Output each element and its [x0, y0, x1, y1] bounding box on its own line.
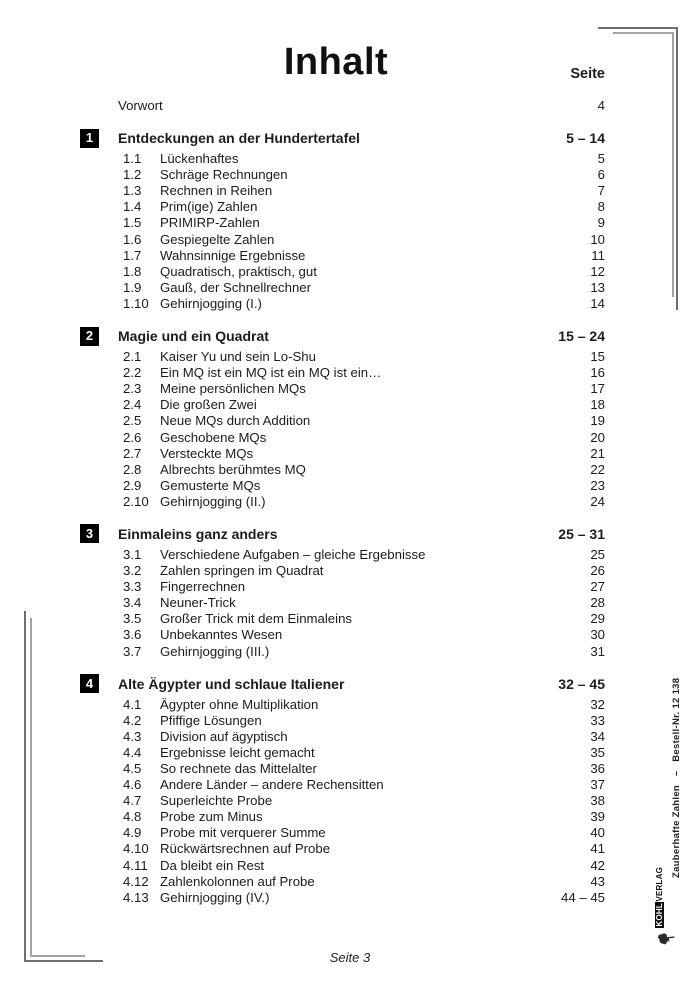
toc-entry [78, 595, 605, 611]
entry-number: 1.2 [123, 167, 142, 183]
entry-number: 2.9 [123, 477, 142, 493]
entry-page-number: 25 [590, 546, 605, 562]
entry-number: 4.10 [123, 841, 149, 857]
entry-number: 2.8 [123, 461, 142, 477]
entry-title: Schräge Rechnungen [160, 167, 288, 183]
entry-title: Ägypter ohne Multiplikation [160, 696, 319, 712]
section-header [78, 127, 605, 149]
toc-entry [78, 446, 605, 462]
section-page-range: 25 – 31 [558, 525, 605, 542]
footer-page-number: Seite 3 [329, 950, 371, 965]
entry-title: Ergebnisse leicht gemacht [160, 744, 315, 760]
entry-title: Geschobene MQs [160, 429, 267, 445]
toc-entry [78, 890, 605, 906]
section-header [78, 523, 605, 545]
entry-title: Prim(ige) Zahlen [160, 199, 258, 215]
entry-page-number: 33 [590, 712, 605, 728]
section-items [78, 547, 605, 660]
toc-entry [78, 611, 605, 627]
toc-entry [78, 397, 605, 413]
entry-title: Neuner-Trick [160, 595, 236, 611]
section-page-range: 15 – 24 [558, 327, 605, 344]
entry-page-number: 21 [590, 445, 605, 461]
entry-title: Kaiser Yu und sein Lo-Shu [160, 349, 316, 365]
entry-page-number: 24 [590, 493, 605, 509]
entry-page-number: 12 [590, 263, 605, 279]
section-page-range: 32 – 45 [558, 675, 605, 692]
entry-number: 4.9 [123, 825, 142, 841]
entry-title: Pfiffige Lösungen [160, 712, 262, 728]
entry-number: 4.12 [123, 873, 149, 889]
entry-page-number: 42 [590, 857, 605, 873]
entry-page-number: 39 [590, 809, 605, 825]
entry-number: 4.5 [123, 761, 142, 776]
toc-entry [78, 199, 605, 215]
entry-page-number: 15 [590, 349, 605, 365]
toc-entry [78, 697, 605, 713]
toc-entry [78, 793, 605, 809]
entry-number: 4.6 [123, 777, 142, 793]
toc-section-2 [78, 325, 605, 510]
order-number-strip: Zauberhafte Zahlen – Bestell-Nr. 12 138 [671, 677, 682, 878]
section-header [78, 673, 605, 695]
entry-page-number: 28 [590, 595, 605, 611]
entry-page-number: 11 [591, 247, 605, 263]
entry-title: Ein MQ ist ein MQ ist ein MQ ist ein… [160, 365, 382, 381]
toc-entry [78, 462, 605, 478]
entry-title: Unbekanntes Wesen [160, 627, 283, 643]
entry-number: 4.3 [123, 728, 142, 744]
entry-title: Division auf ägyptisch [160, 728, 288, 744]
entry-page-number: 44 – 45 [561, 889, 605, 905]
entry-page-number: 14 [590, 295, 605, 311]
entry-title: Gehirnjogging (II.) [160, 493, 266, 509]
toc-entry [78, 296, 605, 312]
entry-title: Rückwärtsrechnen auf Probe [160, 841, 331, 857]
toc-entry [78, 478, 605, 494]
entry-title: So rechnete das Mittelalter [160, 761, 317, 776]
entry-number: 1.8 [123, 263, 142, 279]
entry-number: 1.6 [123, 231, 142, 247]
entry-number: 2.5 [123, 413, 142, 429]
entry-page-number: 36 [590, 761, 605, 776]
entry-title: Lückenhaftes [160, 151, 239, 167]
entry-page-number: 9 [597, 215, 605, 231]
entry-title: Albrechts berühmtes MQ [160, 461, 306, 477]
corner-rule-bottom-left-inner [30, 618, 85, 957]
toc-entry [78, 547, 605, 563]
entry-page-number: 8 [597, 199, 605, 215]
entry-title: Gehirnjogging (I.) [160, 295, 262, 311]
entry-page-number: 27 [590, 579, 605, 595]
entry-title: Rechnen in Reihen [160, 183, 273, 199]
entry-title: PRIMIRP-Zahlen [160, 215, 260, 231]
entry-number: 3.2 [123, 563, 142, 579]
section-items [78, 151, 605, 312]
entry-number: 2.4 [123, 397, 142, 413]
section-title: Entdeckungen an der Hundertertafel [118, 130, 360, 147]
entry-title: Gauß, der Schnellrechner [160, 279, 311, 295]
entry-title: Quadratisch, praktisch, gut [160, 263, 317, 279]
toc-entry [78, 381, 605, 397]
entry-page-number: 18 [590, 397, 605, 413]
entry-number: 3.1 [123, 546, 142, 562]
toc-entry-vorwort [78, 98, 605, 114]
entry-number: 2.3 [123, 381, 142, 397]
toc-entry [78, 761, 605, 777]
entry-title: Großer Trick mit dem Einmaleins [160, 611, 352, 627]
entry-page-number: 13 [590, 279, 605, 295]
entry-page-number: 43 [590, 873, 605, 889]
entry-title: Zahlen springen im Quadrat [160, 563, 324, 579]
toc-entry [78, 494, 605, 510]
entry-page-number: 6 [597, 167, 605, 183]
toc-section-4 [78, 673, 605, 906]
toc-entry [78, 413, 605, 429]
entry-number: 1.10 [123, 295, 149, 311]
toc-entry [78, 841, 605, 857]
toc-entry [78, 215, 605, 231]
entry-title: Gehirnjogging (IV.) [160, 889, 270, 905]
entry-page-number: 29 [590, 611, 605, 627]
entry-number: 2.10 [123, 493, 149, 509]
toc-entry [78, 430, 605, 446]
entry-page-number: 10 [590, 231, 605, 247]
entry-page-number: 17 [590, 381, 605, 397]
entry-page-number: 4 [597, 98, 605, 113]
publisher-name-part-2: VERLAG [654, 867, 664, 902]
toc-entry [78, 349, 605, 365]
entry-number: 4.1 [123, 696, 142, 712]
entry-title: Zahlenkolonnen auf Probe [160, 873, 315, 889]
entry-page-number: 30 [590, 627, 605, 643]
entry-title: Andere Länder – andere Rechensitten [160, 777, 384, 793]
table-of-contents [78, 98, 605, 906]
toc-entry [78, 365, 605, 381]
entry-title: Wahnsinnige Ergebnisse [160, 247, 306, 263]
toc-entry [78, 809, 605, 825]
entry-page-number: 22 [590, 461, 605, 477]
toc-entry [78, 713, 605, 729]
entry-page-number: 32 [590, 696, 605, 712]
section-number-badge: 3 [80, 524, 99, 543]
section-number-badge: 1 [80, 129, 99, 148]
entry-number: 1.9 [123, 279, 142, 295]
entry-page-number: 26 [590, 563, 605, 579]
toc-entry [78, 858, 605, 874]
toc-entry [78, 167, 605, 183]
entry-page-number: 38 [590, 793, 605, 809]
entry-label: Vorwort [118, 98, 163, 113]
section-number-badge: 4 [80, 674, 99, 693]
entry-page-number: 40 [590, 825, 605, 841]
entry-title: Versteckte MQs [160, 445, 254, 461]
entry-title: Probe zum Minus [160, 809, 263, 825]
section-title: Alte Ägypter und schlaue Italiener [118, 675, 345, 692]
section-header [78, 325, 605, 347]
entry-number: 4.13 [123, 889, 149, 905]
entry-title: Die großen Zwei [160, 397, 257, 413]
tree-icon [647, 931, 685, 945]
entry-title: Gemusterte MQs [160, 477, 261, 493]
publisher-logo [642, 867, 690, 945]
entry-number: 1.5 [123, 215, 142, 231]
page-title: Inhalt [283, 41, 389, 84]
toc-section-3 [78, 523, 605, 660]
toc-entry [78, 563, 605, 579]
entry-title: Neue MQs durch Addition [160, 413, 311, 429]
entry-title: Gehirnjogging (III.) [160, 643, 270, 659]
toc-entry [78, 151, 605, 167]
entry-page-number: 34 [590, 728, 605, 744]
toc-entry [78, 183, 605, 199]
entry-page-number: 16 [590, 365, 605, 381]
entry-number: 4.2 [123, 712, 142, 728]
entry-title: Probe mit verquerer Summe [160, 825, 326, 841]
entry-number: 3.6 [123, 627, 142, 643]
entry-page-number: 20 [590, 429, 605, 445]
entry-page-number: 7 [597, 183, 605, 199]
entry-page-number: 5 [597, 151, 605, 167]
entry-number: 3.7 [123, 643, 142, 659]
entry-number: 3.5 [123, 611, 142, 627]
section-page-range: 5 – 14 [566, 130, 605, 147]
entry-number: 4.11 [123, 857, 148, 873]
section-number-badge: 2 [80, 327, 99, 346]
toc-entry [78, 874, 605, 890]
entry-number: 1.7 [123, 247, 142, 263]
entry-number: 3.3 [123, 579, 142, 595]
entry-number: 2.7 [123, 445, 142, 461]
entry-number: 2.6 [123, 429, 142, 445]
entry-number: 1.4 [123, 199, 142, 215]
section-title: Einmaleins ganz anders [118, 525, 278, 542]
toc-entry [78, 825, 605, 841]
entry-title: Da bleibt ein Rest [160, 857, 265, 873]
entry-number: 1.3 [123, 183, 142, 199]
toc-entry [78, 280, 605, 296]
entry-page-number: 31 [590, 643, 605, 659]
entry-number: 1.1 [123, 151, 142, 167]
toc-entry [78, 232, 605, 248]
entry-number: 4.7 [123, 793, 142, 809]
section-items [78, 697, 605, 906]
entry-page-number: 19 [590, 413, 605, 429]
toc-entry [78, 729, 605, 745]
entry-title: Superleichte Probe [160, 793, 273, 809]
entry-page-number: 23 [590, 477, 605, 493]
section-items [78, 349, 605, 510]
toc-entry [78, 248, 605, 264]
toc-entry [78, 627, 605, 643]
toc-entry [78, 777, 605, 793]
section-title: Magie und ein Quadrat [118, 327, 269, 344]
entry-number: 2.1 [123, 349, 142, 365]
entry-page-number: 37 [590, 777, 605, 793]
entry-number: 2.2 [123, 365, 142, 381]
toc-entry [78, 745, 605, 761]
entry-number: 4.8 [123, 809, 142, 825]
toc-entry [78, 264, 605, 280]
publisher-logo-text [655, 867, 664, 928]
entry-title: Gespiegelte Zahlen [160, 231, 275, 247]
entry-number: 3.4 [123, 595, 142, 611]
entry-number: 4.4 [123, 744, 142, 760]
entry-title: Verschiedene Aufgaben – gleiche Ergebnisse [160, 546, 426, 562]
entry-page-number: 41 [590, 841, 605, 857]
entry-title: Meine persönlichen MQs [160, 381, 306, 397]
publisher-name-part-1: KOHL [654, 903, 664, 927]
entry-title: Fingerrechnen [160, 579, 246, 595]
toc-section-1 [78, 127, 605, 312]
page-column-header: Seite [570, 66, 605, 82]
toc-entry [78, 644, 605, 660]
toc-entry [78, 579, 605, 595]
entry-page-number: 35 [590, 744, 605, 760]
